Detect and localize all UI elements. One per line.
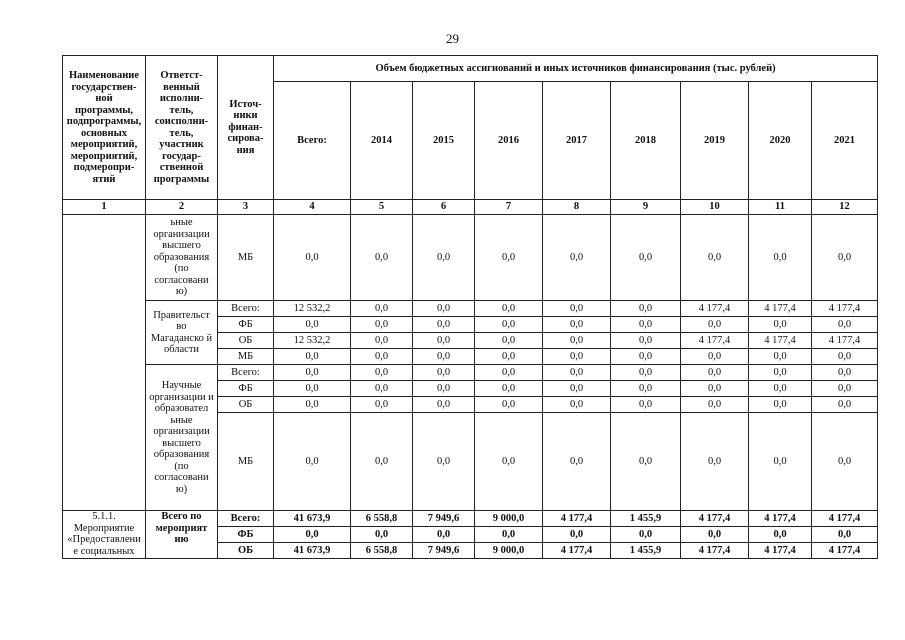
- amount-cell: 4 177,4: [812, 511, 878, 527]
- amount-cell: 7 949,6: [413, 511, 475, 527]
- amount-cell: 0,0: [274, 397, 351, 413]
- amount-cell: 0,0: [749, 317, 812, 333]
- amount-cell: 0,0: [749, 527, 812, 543]
- column-number: 8: [543, 200, 611, 215]
- amount-cell: 0,0: [475, 381, 543, 397]
- amount-cell: 0,0: [543, 381, 611, 397]
- column-number: 7: [475, 200, 543, 215]
- amount-cell: 0,0: [812, 365, 878, 381]
- amount-cell: 0,0: [543, 317, 611, 333]
- amount-cell: 41 673,9: [274, 511, 351, 527]
- table-row: [63, 511, 878, 527]
- amount-cell: 0,0: [351, 317, 413, 333]
- amount-cell: 0,0: [351, 215, 413, 301]
- column-number: 1: [63, 200, 146, 215]
- amount-cell: 0,0: [543, 397, 611, 413]
- amount-cell: 4 177,4: [681, 511, 749, 527]
- amount-cell: 4 177,4: [749, 301, 812, 317]
- funding-source-cell: ОБ: [218, 333, 274, 349]
- column-number: 3: [218, 200, 274, 215]
- amount-cell: 0,0: [475, 397, 543, 413]
- table-row: [63, 365, 878, 381]
- executor-cell: Научные организации и образовател ьные организации высшего образования (по согласовани ю): [146, 365, 218, 511]
- amount-cell: 9 000,0: [475, 543, 543, 559]
- amount-cell: 4 177,4: [749, 333, 812, 349]
- amount-cell: 12 532,2: [274, 333, 351, 349]
- amount-cell: 0,0: [475, 527, 543, 543]
- amount-cell: 0,0: [413, 365, 475, 381]
- executor-cell: Правительст во Магаданско й области: [146, 301, 218, 365]
- header-program-name: Наименование государствен-ной программы, подпрограммы, основных мероприятий, мероприятий, подмеропри-ятий: [63, 56, 146, 200]
- amount-cell: 0,0: [475, 317, 543, 333]
- amount-cell: 4 177,4: [681, 543, 749, 559]
- amount-cell: 0,0: [812, 317, 878, 333]
- amount-cell: 0,0: [475, 333, 543, 349]
- amount-cell: 9 000,0: [475, 511, 543, 527]
- column-number-row: [63, 200, 878, 215]
- amount-cell: 12 532,2: [274, 301, 351, 317]
- amount-cell: 4 177,4: [749, 511, 812, 527]
- amount-cell: 0,0: [611, 381, 681, 397]
- amount-cell: 0,0: [475, 413, 543, 511]
- column-number: 4: [274, 200, 351, 215]
- amount-cell: 0,0: [812, 349, 878, 365]
- amount-cell: 0,0: [543, 215, 611, 301]
- amount-cell: 0,0: [413, 349, 475, 365]
- amount-cell: 4 177,4: [749, 543, 812, 559]
- amount-cell: 0,0: [413, 301, 475, 317]
- amount-cell: 0,0: [413, 397, 475, 413]
- amount-cell: 0,0: [351, 333, 413, 349]
- amount-cell: 4 177,4: [681, 301, 749, 317]
- amount-cell: 0,0: [681, 381, 749, 397]
- amount-cell: 0,0: [351, 397, 413, 413]
- header-year: 2019: [681, 82, 749, 200]
- amount-cell: 0,0: [681, 317, 749, 333]
- amount-cell: 0,0: [413, 413, 475, 511]
- amount-cell: 0,0: [274, 317, 351, 333]
- amount-cell: 0,0: [543, 527, 611, 543]
- amount-cell: 6 558,8: [351, 543, 413, 559]
- amount-cell: 0,0: [749, 413, 812, 511]
- amount-cell: 0,0: [475, 349, 543, 365]
- amount-cell: 0,0: [681, 527, 749, 543]
- amount-cell: 4 177,4: [543, 511, 611, 527]
- funding-source-cell: Всего:: [218, 301, 274, 317]
- header-source: Источ-ники финан-сирова-ния: [218, 56, 274, 200]
- amount-cell: 4 177,4: [543, 543, 611, 559]
- amount-cell: 1 455,9: [611, 511, 681, 527]
- amount-cell: 0,0: [749, 349, 812, 365]
- amount-cell: 0,0: [475, 301, 543, 317]
- amount-cell: 0,0: [681, 397, 749, 413]
- amount-cell: 0,0: [351, 413, 413, 511]
- amount-cell: 0,0: [749, 381, 812, 397]
- amount-cell: 1 455,9: [611, 543, 681, 559]
- funding-source-cell: МБ: [218, 215, 274, 301]
- amount-cell: 0,0: [611, 527, 681, 543]
- amount-cell: 0,0: [611, 413, 681, 511]
- amount-cell: 0,0: [611, 349, 681, 365]
- page-number: 29: [446, 31, 459, 46]
- amount-cell: 0,0: [812, 527, 878, 543]
- amount-cell: 0,0: [274, 365, 351, 381]
- amount-cell: 0,0: [812, 397, 878, 413]
- amount-cell: 0,0: [274, 381, 351, 397]
- funding-source-cell: ОБ: [218, 397, 274, 413]
- amount-cell: 7 949,6: [413, 543, 475, 559]
- amount-cell: 0,0: [475, 215, 543, 301]
- header-year: 2016: [475, 82, 543, 200]
- amount-cell: 0,0: [749, 365, 812, 381]
- amount-cell: 0,0: [812, 413, 878, 511]
- amount-cell: 0,0: [611, 333, 681, 349]
- amount-cell: 0,0: [611, 317, 681, 333]
- funding-source-cell: МБ: [218, 413, 274, 511]
- amount-cell: 0,0: [274, 413, 351, 511]
- header-year: Всего:: [274, 82, 351, 200]
- amount-cell: 0,0: [413, 381, 475, 397]
- amount-cell: 0,0: [351, 349, 413, 365]
- amount-cell: 0,0: [543, 301, 611, 317]
- amount-cell: 0,0: [611, 301, 681, 317]
- amount-cell: 4 177,4: [681, 333, 749, 349]
- amount-cell: 0,0: [274, 527, 351, 543]
- header-year: 2014: [351, 82, 413, 200]
- amount-cell: 0,0: [681, 365, 749, 381]
- funding-source-cell: ФБ: [218, 381, 274, 397]
- budget-table: [62, 55, 878, 559]
- amount-cell: 0,0: [274, 349, 351, 365]
- amount-cell: 0,0: [413, 215, 475, 301]
- header-year: 2018: [611, 82, 681, 200]
- column-number: 11: [749, 200, 812, 215]
- amount-cell: 4 177,4: [812, 333, 878, 349]
- funding-source-cell: Всего:: [218, 365, 274, 381]
- amount-cell: 0,0: [812, 381, 878, 397]
- amount-cell: 0,0: [274, 215, 351, 301]
- funding-source-cell: ОБ: [218, 543, 274, 559]
- amount-cell: 0,0: [812, 215, 878, 301]
- program-name-cell: 5.1.1. Мероприятие «Предоставлени е социальных: [63, 511, 146, 559]
- header-year: 2015: [413, 82, 475, 200]
- amount-cell: 0,0: [413, 527, 475, 543]
- column-number: 12: [812, 200, 878, 215]
- amount-cell: 4 177,4: [812, 543, 878, 559]
- column-number: 2: [146, 200, 218, 215]
- header-executor: Ответст-венный исполни-тель, соисполни-тель, участник государ-ственной программы: [146, 56, 218, 200]
- amount-cell: 6 558,8: [351, 511, 413, 527]
- column-number: 5: [351, 200, 413, 215]
- header-year: 2020: [749, 82, 812, 200]
- amount-cell: 0,0: [681, 349, 749, 365]
- amount-cell: 0,0: [351, 381, 413, 397]
- amount-cell: 0,0: [351, 365, 413, 381]
- amount-cell: 0,0: [413, 317, 475, 333]
- amount-cell: 0,0: [611, 215, 681, 301]
- amount-cell: 0,0: [543, 365, 611, 381]
- funding-source-cell: Всего:: [218, 511, 274, 527]
- amount-cell: 0,0: [351, 301, 413, 317]
- amount-cell: 41 673,9: [274, 543, 351, 559]
- amount-cell: 0,0: [681, 413, 749, 511]
- executor-cell: ьные организации высшего образования (по согласовани ю): [146, 215, 218, 301]
- amount-cell: 0,0: [681, 215, 749, 301]
- header-year: 2017: [543, 82, 611, 200]
- amount-cell: 0,0: [543, 333, 611, 349]
- funding-source-cell: ФБ: [218, 527, 274, 543]
- amount-cell: 0,0: [611, 397, 681, 413]
- amount-cell: 0,0: [413, 333, 475, 349]
- amount-cell: 0,0: [749, 397, 812, 413]
- amount-cell: 0,0: [749, 215, 812, 301]
- amount-cell: 0,0: [543, 349, 611, 365]
- header-funding-group: Объем бюджетных ассигнований и иных источников финансирования (тыс. рублей): [274, 56, 878, 82]
- table-row: [63, 215, 878, 301]
- column-number: 9: [611, 200, 681, 215]
- header-year: 2021: [812, 82, 878, 200]
- column-number: 6: [413, 200, 475, 215]
- amount-cell: 0,0: [611, 365, 681, 381]
- amount-cell: 0,0: [543, 413, 611, 511]
- funding-source-cell: МБ: [218, 349, 274, 365]
- table-row: [63, 301, 878, 317]
- column-number: 10: [681, 200, 749, 215]
- amount-cell: 0,0: [351, 527, 413, 543]
- amount-cell: 4 177,4: [812, 301, 878, 317]
- executor-cell: Всего по мероприят ию: [146, 511, 218, 559]
- funding-source-cell: ФБ: [218, 317, 274, 333]
- amount-cell: 0,0: [475, 365, 543, 381]
- program-name-cell: [63, 215, 146, 511]
